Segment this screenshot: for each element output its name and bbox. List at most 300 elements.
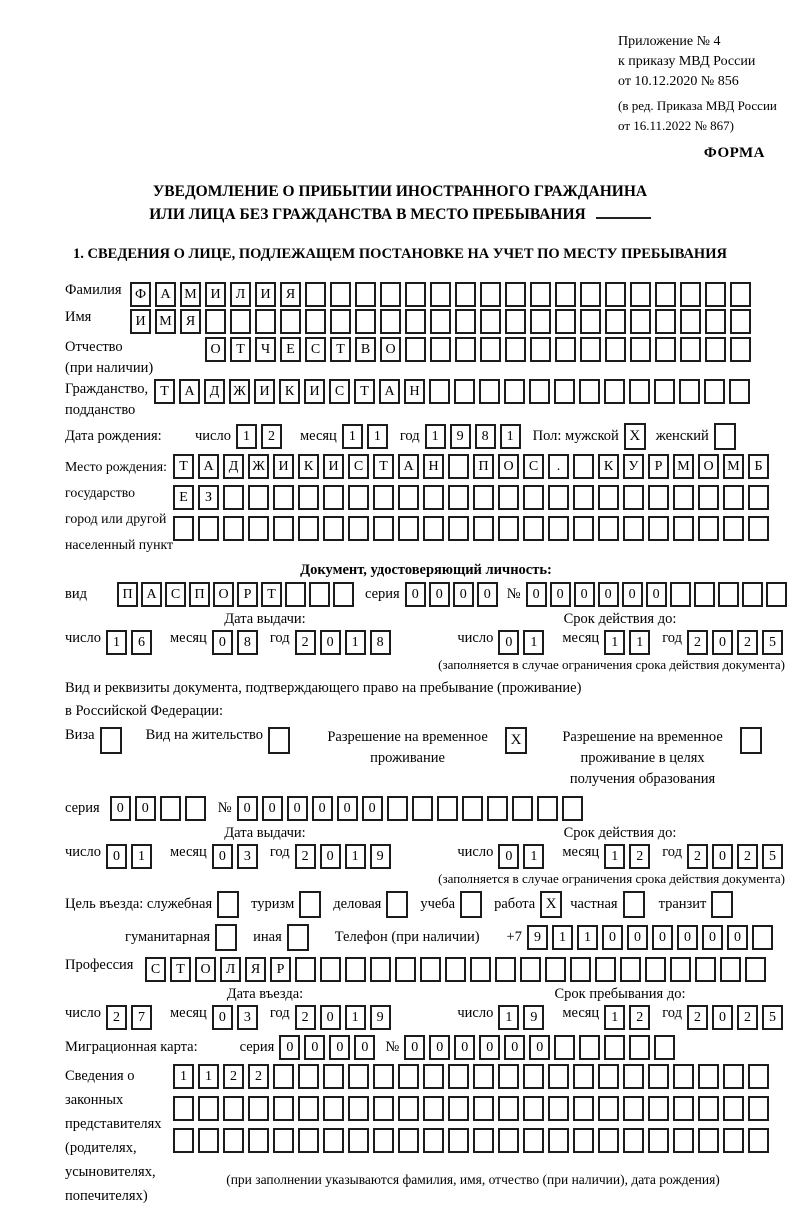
- char-cell[interactable]: [748, 516, 769, 541]
- char-cell[interactable]: Л: [220, 957, 241, 982]
- char-cell[interactable]: С: [329, 379, 350, 404]
- char-cell[interactable]: [523, 516, 544, 541]
- char-cell[interactable]: [694, 582, 715, 607]
- char-cell[interactable]: [448, 454, 469, 479]
- char-cell[interactable]: И: [254, 379, 275, 404]
- char-cell[interactable]: [223, 485, 244, 510]
- char-cell[interactable]: [423, 516, 444, 541]
- char-cell[interactable]: [705, 309, 726, 334]
- char-cell[interactable]: [630, 282, 651, 307]
- char-cell[interactable]: Т: [261, 582, 282, 607]
- char-cell[interactable]: Н: [423, 454, 444, 479]
- char-cell[interactable]: 0: [405, 582, 426, 607]
- char-cell[interactable]: [498, 1096, 519, 1121]
- char-cell[interactable]: [530, 282, 551, 307]
- char-cell[interactable]: [654, 379, 675, 404]
- char-cell[interactable]: Я: [180, 309, 201, 334]
- char-cell[interactable]: Т: [154, 379, 175, 404]
- char-cell[interactable]: [573, 485, 594, 510]
- char-cell[interactable]: Ж: [248, 454, 269, 479]
- char-cell[interactable]: З: [198, 485, 219, 510]
- char-cell[interactable]: [605, 282, 626, 307]
- char-cell[interactable]: 0: [312, 796, 333, 821]
- char-cell[interactable]: [505, 282, 526, 307]
- char-cell[interactable]: [670, 582, 691, 607]
- char-cell[interactable]: Е: [173, 485, 194, 510]
- char-cell[interactable]: [598, 1128, 619, 1153]
- char-cell[interactable]: С: [523, 454, 544, 479]
- char-cell[interactable]: 1: [523, 844, 544, 869]
- char-cell[interactable]: 0: [320, 630, 341, 655]
- char-cell[interactable]: [720, 957, 741, 982]
- char-cell[interactable]: 2: [687, 630, 708, 655]
- char-cell[interactable]: [380, 309, 401, 334]
- char-cell[interactable]: [480, 309, 501, 334]
- char-cell[interactable]: [623, 1064, 644, 1089]
- char-cell[interactable]: И: [205, 282, 226, 307]
- char-cell[interactable]: [298, 1064, 319, 1089]
- char-cell[interactable]: 0: [677, 925, 698, 950]
- char-cell[interactable]: О: [380, 337, 401, 362]
- char-cell[interactable]: [548, 1064, 569, 1089]
- char-cell[interactable]: [498, 1128, 519, 1153]
- char-cell[interactable]: [598, 1064, 619, 1089]
- sex-female-checkbox[interactable]: [714, 423, 736, 450]
- char-cell[interactable]: [387, 796, 408, 821]
- char-cell[interactable]: [370, 957, 391, 982]
- char-cell[interactable]: 3: [237, 1005, 258, 1030]
- char-cell[interactable]: 1: [629, 630, 650, 655]
- char-cell[interactable]: [248, 1096, 269, 1121]
- char-cell[interactable]: [298, 516, 319, 541]
- char-cell[interactable]: 5: [762, 1005, 783, 1030]
- char-cell[interactable]: [529, 379, 550, 404]
- char-cell[interactable]: [545, 957, 566, 982]
- char-cell[interactable]: [430, 309, 451, 334]
- char-cell[interactable]: [480, 337, 501, 362]
- char-cell[interactable]: [748, 485, 769, 510]
- char-cell[interactable]: Т: [330, 337, 351, 362]
- char-cell[interactable]: [298, 1096, 319, 1121]
- char-cell[interactable]: Т: [230, 337, 251, 362]
- char-cell[interactable]: [473, 1128, 494, 1153]
- char-cell[interactable]: П: [117, 582, 138, 607]
- residence-permit-checkbox[interactable]: [268, 727, 290, 754]
- char-cell[interactable]: [745, 957, 766, 982]
- char-cell[interactable]: 1: [604, 844, 625, 869]
- char-cell[interactable]: [723, 1128, 744, 1153]
- char-cell[interactable]: [573, 454, 594, 479]
- char-cell[interactable]: [562, 796, 583, 821]
- char-cell[interactable]: [548, 1128, 569, 1153]
- char-cell[interactable]: [248, 485, 269, 510]
- char-cell[interactable]: [430, 337, 451, 362]
- char-cell[interactable]: [605, 309, 626, 334]
- char-cell[interactable]: 2: [687, 1005, 708, 1030]
- char-cell[interactable]: И: [273, 454, 294, 479]
- char-cell[interactable]: [505, 337, 526, 362]
- char-cell[interactable]: [748, 1096, 769, 1121]
- char-cell[interactable]: 0: [429, 582, 450, 607]
- char-cell[interactable]: 0: [212, 844, 233, 869]
- char-cell[interactable]: В: [355, 337, 376, 362]
- char-cell[interactable]: [305, 282, 326, 307]
- char-cell[interactable]: А: [179, 379, 200, 404]
- temp-permit-checkbox[interactable]: X: [505, 727, 527, 754]
- char-cell[interactable]: [373, 516, 394, 541]
- char-cell[interactable]: 0: [212, 1005, 233, 1030]
- char-cell[interactable]: [554, 379, 575, 404]
- char-cell[interactable]: И: [323, 454, 344, 479]
- char-cell[interactable]: [598, 485, 619, 510]
- char-cell[interactable]: [605, 337, 626, 362]
- char-cell[interactable]: [205, 309, 226, 334]
- char-cell[interactable]: [573, 1096, 594, 1121]
- char-cell[interactable]: 0: [106, 844, 127, 869]
- char-cell[interactable]: 2: [106, 1005, 127, 1030]
- char-cell[interactable]: [523, 1128, 544, 1153]
- char-cell[interactable]: М: [673, 454, 694, 479]
- char-cell[interactable]: [695, 957, 716, 982]
- char-cell[interactable]: [698, 1064, 719, 1089]
- char-cell[interactable]: [548, 1096, 569, 1121]
- char-cell[interactable]: [604, 379, 625, 404]
- char-cell[interactable]: [680, 337, 701, 362]
- char-cell[interactable]: 0: [362, 796, 383, 821]
- char-cell[interactable]: [248, 516, 269, 541]
- char-cell[interactable]: [398, 516, 419, 541]
- char-cell[interactable]: [309, 582, 330, 607]
- char-cell[interactable]: [679, 379, 700, 404]
- char-cell[interactable]: [730, 337, 751, 362]
- char-cell[interactable]: [355, 282, 376, 307]
- char-cell[interactable]: [655, 282, 676, 307]
- char-cell[interactable]: [698, 1128, 719, 1153]
- char-cell[interactable]: [448, 516, 469, 541]
- char-cell[interactable]: [273, 485, 294, 510]
- char-cell[interactable]: [698, 1096, 719, 1121]
- char-cell[interactable]: [473, 516, 494, 541]
- char-cell[interactable]: [554, 1035, 575, 1060]
- char-cell[interactable]: М: [723, 454, 744, 479]
- char-cell[interactable]: [448, 1064, 469, 1089]
- char-cell[interactable]: [630, 337, 651, 362]
- char-cell[interactable]: 8: [237, 630, 258, 655]
- char-cell[interactable]: [620, 957, 641, 982]
- char-cell[interactable]: А: [379, 379, 400, 404]
- char-cell[interactable]: [398, 485, 419, 510]
- char-cell[interactable]: Ф: [130, 282, 151, 307]
- char-cell[interactable]: Я: [280, 282, 301, 307]
- char-cell[interactable]: [598, 516, 619, 541]
- char-cell[interactable]: [198, 1096, 219, 1121]
- char-cell[interactable]: Р: [648, 454, 669, 479]
- char-cell[interactable]: [473, 1064, 494, 1089]
- char-cell[interactable]: 1: [342, 424, 363, 449]
- char-cell[interactable]: [480, 282, 501, 307]
- char-cell[interactable]: [673, 1128, 694, 1153]
- sex-male-checkbox[interactable]: X: [624, 423, 646, 450]
- char-cell[interactable]: А: [155, 282, 176, 307]
- char-cell[interactable]: 0: [550, 582, 571, 607]
- char-cell[interactable]: И: [304, 379, 325, 404]
- char-cell[interactable]: [323, 1064, 344, 1089]
- char-cell[interactable]: 0: [627, 925, 648, 950]
- char-cell[interactable]: [295, 957, 316, 982]
- char-cell[interactable]: [198, 1128, 219, 1153]
- char-cell[interactable]: 9: [527, 925, 548, 950]
- char-cell[interactable]: [323, 1096, 344, 1121]
- char-cell[interactable]: [462, 796, 483, 821]
- char-cell[interactable]: Т: [354, 379, 375, 404]
- char-cell[interactable]: [645, 957, 666, 982]
- char-cell[interactable]: [623, 516, 644, 541]
- char-cell[interactable]: [487, 796, 508, 821]
- purpose-humanitarian-checkbox[interactable]: [215, 924, 237, 951]
- purpose-official-checkbox[interactable]: [217, 891, 239, 918]
- char-cell[interactable]: [412, 796, 433, 821]
- char-cell[interactable]: [629, 379, 650, 404]
- char-cell[interactable]: 2: [687, 844, 708, 869]
- char-cell[interactable]: [512, 796, 533, 821]
- char-cell[interactable]: [648, 1096, 669, 1121]
- char-cell[interactable]: С: [165, 582, 186, 607]
- char-cell[interactable]: [305, 309, 326, 334]
- char-cell[interactable]: [373, 485, 394, 510]
- char-cell[interactable]: [655, 337, 676, 362]
- char-cell[interactable]: [580, 337, 601, 362]
- purpose-study-checkbox[interactable]: [460, 891, 482, 918]
- char-cell[interactable]: 0: [329, 1035, 350, 1060]
- char-cell[interactable]: Ж: [229, 379, 250, 404]
- char-cell[interactable]: [742, 582, 763, 607]
- char-cell[interactable]: [573, 1128, 594, 1153]
- char-cell[interactable]: [273, 1064, 294, 1089]
- purpose-work-checkbox[interactable]: X: [540, 891, 562, 918]
- char-cell[interactable]: [223, 1128, 244, 1153]
- char-cell[interactable]: [730, 282, 751, 307]
- char-cell[interactable]: [766, 582, 787, 607]
- char-cell[interactable]: А: [398, 454, 419, 479]
- char-cell[interactable]: [380, 282, 401, 307]
- char-cell[interactable]: [523, 485, 544, 510]
- char-cell[interactable]: 1: [604, 1005, 625, 1030]
- char-cell[interactable]: 0: [652, 925, 673, 950]
- char-cell[interactable]: [580, 282, 601, 307]
- char-cell[interactable]: [273, 1096, 294, 1121]
- char-cell[interactable]: [398, 1064, 419, 1089]
- char-cell[interactable]: [604, 1035, 625, 1060]
- char-cell[interactable]: 7: [131, 1005, 152, 1030]
- char-cell[interactable]: 0: [354, 1035, 375, 1060]
- char-cell[interactable]: [437, 796, 458, 821]
- char-cell[interactable]: 0: [320, 1005, 341, 1030]
- char-cell[interactable]: [723, 516, 744, 541]
- char-cell[interactable]: 1: [523, 630, 544, 655]
- char-cell[interactable]: [723, 485, 744, 510]
- char-cell[interactable]: 0: [237, 796, 258, 821]
- char-cell[interactable]: [223, 516, 244, 541]
- char-cell[interactable]: .: [548, 454, 569, 479]
- char-cell[interactable]: [273, 1128, 294, 1153]
- char-cell[interactable]: 5: [762, 630, 783, 655]
- char-cell[interactable]: [455, 309, 476, 334]
- char-cell[interactable]: [505, 309, 526, 334]
- char-cell[interactable]: [255, 309, 276, 334]
- char-cell[interactable]: У: [623, 454, 644, 479]
- char-cell[interactable]: Р: [270, 957, 291, 982]
- char-cell[interactable]: 0: [404, 1035, 425, 1060]
- char-cell[interactable]: [429, 379, 450, 404]
- char-cell[interactable]: 1: [367, 424, 388, 449]
- char-cell[interactable]: [405, 309, 426, 334]
- char-cell[interactable]: 0: [454, 1035, 475, 1060]
- char-cell[interactable]: [405, 282, 426, 307]
- char-cell[interactable]: 1: [236, 424, 257, 449]
- char-cell[interactable]: [454, 379, 475, 404]
- char-cell[interactable]: [470, 957, 491, 982]
- char-cell[interactable]: 0: [429, 1035, 450, 1060]
- char-cell[interactable]: 0: [135, 796, 156, 821]
- char-cell[interactable]: [673, 516, 694, 541]
- char-cell[interactable]: [548, 485, 569, 510]
- char-cell[interactable]: 1: [345, 844, 366, 869]
- char-cell[interactable]: 6: [131, 630, 152, 655]
- char-cell[interactable]: 2: [629, 1005, 650, 1030]
- char-cell[interactable]: [473, 485, 494, 510]
- char-cell[interactable]: С: [305, 337, 326, 362]
- char-cell[interactable]: С: [145, 957, 166, 982]
- purpose-tourism-checkbox[interactable]: [299, 891, 321, 918]
- char-cell[interactable]: 0: [529, 1035, 550, 1060]
- char-cell[interactable]: [548, 516, 569, 541]
- char-cell[interactable]: [373, 1064, 394, 1089]
- char-cell[interactable]: [423, 1128, 444, 1153]
- char-cell[interactable]: [537, 796, 558, 821]
- char-cell[interactable]: 0: [622, 582, 643, 607]
- char-cell[interactable]: [398, 1096, 419, 1121]
- char-cell[interactable]: 0: [498, 630, 519, 655]
- char-cell[interactable]: О: [213, 582, 234, 607]
- char-cell[interactable]: [455, 337, 476, 362]
- char-cell[interactable]: [729, 379, 750, 404]
- char-cell[interactable]: [673, 1064, 694, 1089]
- char-cell[interactable]: Д: [223, 454, 244, 479]
- char-cell[interactable]: [595, 957, 616, 982]
- char-cell[interactable]: [718, 582, 739, 607]
- char-cell[interactable]: 2: [737, 844, 758, 869]
- char-cell[interactable]: [723, 1096, 744, 1121]
- char-cell[interactable]: 1: [345, 630, 366, 655]
- char-cell[interactable]: [705, 282, 726, 307]
- char-cell[interactable]: 0: [712, 844, 733, 869]
- char-cell[interactable]: [333, 582, 354, 607]
- char-cell[interactable]: О: [698, 454, 719, 479]
- char-cell[interactable]: К: [279, 379, 300, 404]
- purpose-private-checkbox[interactable]: [623, 891, 645, 918]
- char-cell[interactable]: 1: [345, 1005, 366, 1030]
- char-cell[interactable]: К: [298, 454, 319, 479]
- edu-permit-checkbox[interactable]: [740, 727, 762, 754]
- purpose-transit-checkbox[interactable]: [711, 891, 733, 918]
- char-cell[interactable]: [160, 796, 181, 821]
- char-cell[interactable]: [298, 1128, 319, 1153]
- char-cell[interactable]: [330, 282, 351, 307]
- char-cell[interactable]: 0: [479, 1035, 500, 1060]
- char-cell[interactable]: [345, 957, 366, 982]
- char-cell[interactable]: [323, 1128, 344, 1153]
- char-cell[interactable]: [670, 957, 691, 982]
- char-cell[interactable]: [448, 1128, 469, 1153]
- char-cell[interactable]: [748, 1064, 769, 1089]
- char-cell[interactable]: 0: [727, 925, 748, 950]
- char-cell[interactable]: Н: [404, 379, 425, 404]
- char-cell[interactable]: 0: [477, 582, 498, 607]
- char-cell[interactable]: А: [141, 582, 162, 607]
- char-cell[interactable]: [705, 337, 726, 362]
- char-cell[interactable]: [673, 485, 694, 510]
- char-cell[interactable]: [623, 1096, 644, 1121]
- char-cell[interactable]: [498, 516, 519, 541]
- char-cell[interactable]: 0: [337, 796, 358, 821]
- char-cell[interactable]: 1: [500, 424, 521, 449]
- char-cell[interactable]: [623, 1128, 644, 1153]
- char-cell[interactable]: 5: [762, 844, 783, 869]
- char-cell[interactable]: [223, 1096, 244, 1121]
- char-cell[interactable]: 0: [702, 925, 723, 950]
- char-cell[interactable]: 0: [574, 582, 595, 607]
- char-cell[interactable]: 0: [504, 1035, 525, 1060]
- char-cell[interactable]: [248, 1128, 269, 1153]
- char-cell[interactable]: [730, 309, 751, 334]
- char-cell[interactable]: 2: [737, 1005, 758, 1030]
- char-cell[interactable]: [285, 582, 306, 607]
- char-cell[interactable]: [630, 309, 651, 334]
- visa-checkbox[interactable]: [100, 727, 122, 754]
- char-cell[interactable]: [580, 309, 601, 334]
- char-cell[interactable]: Е: [280, 337, 301, 362]
- char-cell[interactable]: 0: [598, 582, 619, 607]
- char-cell[interactable]: [698, 516, 719, 541]
- char-cell[interactable]: [185, 796, 206, 821]
- char-cell[interactable]: 0: [453, 582, 474, 607]
- char-cell[interactable]: 9: [370, 1005, 391, 1030]
- char-cell[interactable]: [298, 485, 319, 510]
- char-cell[interactable]: М: [155, 309, 176, 334]
- char-cell[interactable]: 1: [425, 424, 446, 449]
- char-cell[interactable]: 0: [304, 1035, 325, 1060]
- char-cell[interactable]: 2: [295, 630, 316, 655]
- char-cell[interactable]: 0: [212, 630, 233, 655]
- char-cell[interactable]: [173, 1096, 194, 1121]
- char-cell[interactable]: [348, 485, 369, 510]
- char-cell[interactable]: 1: [577, 925, 598, 950]
- char-cell[interactable]: [530, 337, 551, 362]
- char-cell[interactable]: [698, 485, 719, 510]
- char-cell[interactable]: 2: [223, 1064, 244, 1089]
- char-cell[interactable]: 2: [261, 424, 282, 449]
- char-cell[interactable]: [680, 309, 701, 334]
- char-cell[interactable]: 1: [173, 1064, 194, 1089]
- char-cell[interactable]: 1: [552, 925, 573, 950]
- char-cell[interactable]: [704, 379, 725, 404]
- char-cell[interactable]: Я: [245, 957, 266, 982]
- char-cell[interactable]: И: [130, 309, 151, 334]
- char-cell[interactable]: [455, 282, 476, 307]
- char-cell[interactable]: [323, 516, 344, 541]
- char-cell[interactable]: 0: [262, 796, 283, 821]
- char-cell[interactable]: [523, 1064, 544, 1089]
